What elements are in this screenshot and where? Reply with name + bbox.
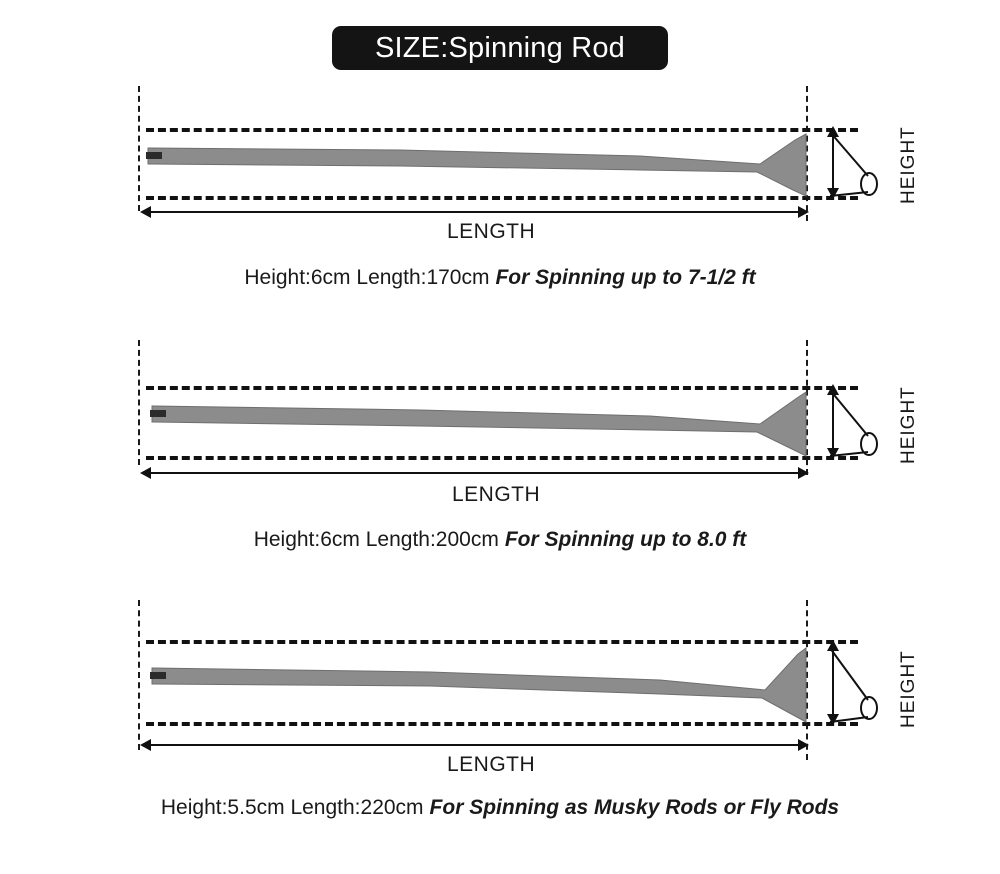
height-arrow-top-1 bbox=[827, 126, 839, 137]
rod-diagram-3 bbox=[0, 600, 1000, 830]
height-arrow-bottom-1 bbox=[827, 188, 839, 199]
rod-caption-3 bbox=[0, 796, 1000, 820]
height-label-1: HEIGHT bbox=[898, 126, 919, 204]
height-arrow-bottom-2 bbox=[827, 448, 839, 459]
rod-illustration-2 bbox=[0, 340, 1000, 555]
height-arrow-top-2 bbox=[827, 384, 839, 395]
rod-dims-2: Height:6cm Length:200cm bbox=[253, 528, 499, 551]
length-label-3: LENGTH bbox=[447, 753, 536, 776]
length-arrow-right-1 bbox=[798, 206, 809, 218]
length-arrow-right-3 bbox=[798, 739, 809, 751]
length-arrow-right-2 bbox=[798, 467, 809, 479]
rod-usage-1: For Spinning up to 7-1/2 ft bbox=[495, 266, 756, 289]
page-title: SIZE:Spinning Rod bbox=[374, 31, 626, 64]
rod-diagram-1 bbox=[0, 86, 1000, 301]
page-title-badge bbox=[332, 26, 668, 70]
length-label-1: LENGTH bbox=[447, 220, 536, 243]
height-arrow-line-2 bbox=[832, 392, 834, 450]
rod-diagram-2 bbox=[0, 340, 1000, 555]
length-arrow-line-2 bbox=[150, 472, 804, 474]
length-arrow-left-2 bbox=[140, 467, 151, 479]
rod-caption-2 bbox=[0, 528, 1000, 552]
height-arrow-line-1 bbox=[832, 134, 834, 190]
length-arrow-line-3 bbox=[150, 744, 804, 746]
rod-usage-2: For Spinning up to 8.0 ft bbox=[504, 528, 747, 551]
rod-dims-3: Height:5.5cm Length:220cm bbox=[160, 796, 424, 819]
height-arrow-line-3 bbox=[832, 648, 834, 716]
height-label-3: HEIGHT bbox=[898, 650, 919, 728]
length-arrow-left-3 bbox=[140, 739, 151, 751]
length-arrow-left-1 bbox=[140, 206, 151, 218]
height-arrow-bottom-3 bbox=[827, 714, 839, 725]
height-label-2: HEIGHT bbox=[898, 386, 919, 464]
height-arrow-top-3 bbox=[827, 640, 839, 651]
length-label-2: LENGTH bbox=[452, 483, 541, 506]
length-arrow-line-1 bbox=[150, 211, 804, 213]
rod-usage-3: For Spinning as Musky Rods or Fly Rods bbox=[429, 796, 840, 819]
rod-dims-1: Height:6cm Length:170cm bbox=[244, 266, 490, 289]
rod-caption-1 bbox=[0, 266, 1000, 290]
